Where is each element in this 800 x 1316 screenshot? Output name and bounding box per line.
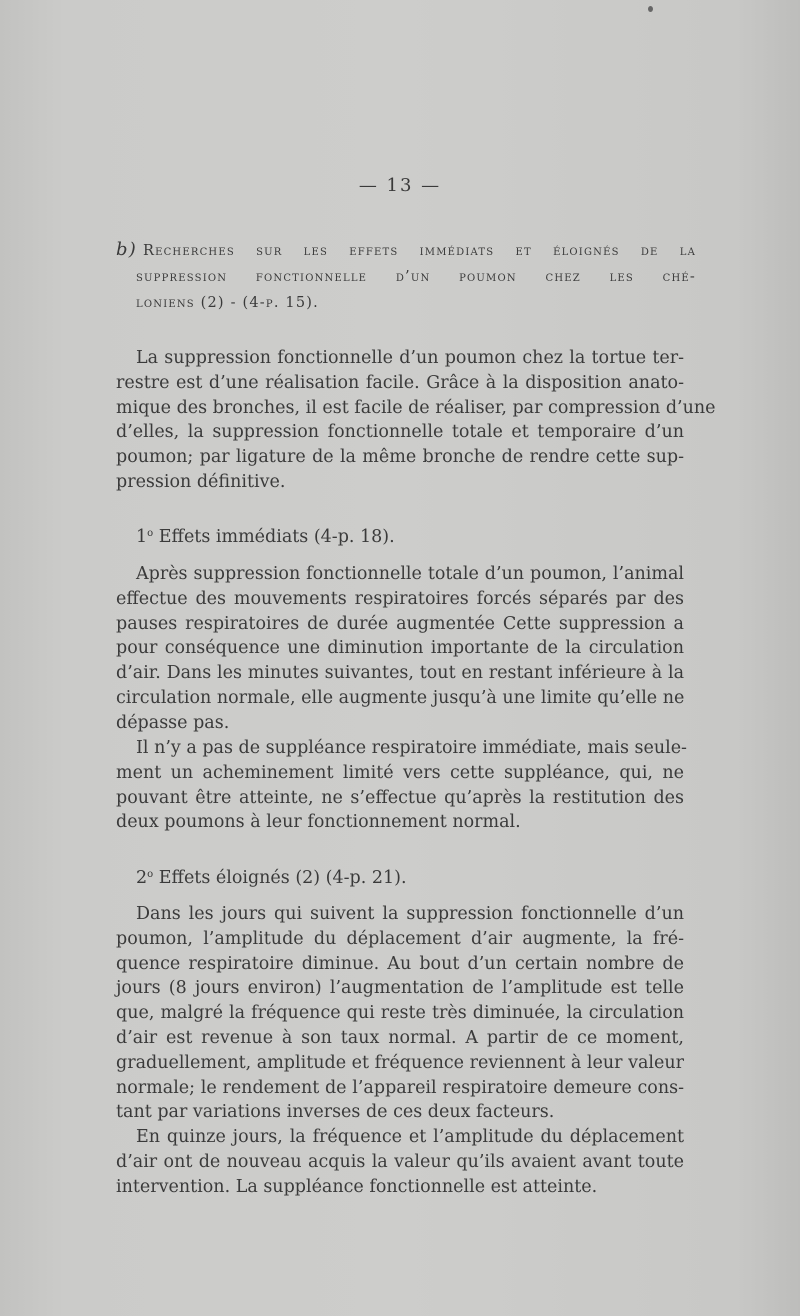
- text-line: pression définitive.: [116, 471, 286, 492]
- text-line: dépasse pas.: [116, 712, 230, 733]
- text-line: d’air. Dans les minutes suivantes, tout en restant inférieure à la: [116, 663, 684, 684]
- section-2-paragraph-2: [116, 1125, 684, 1199]
- section-heading: [116, 237, 696, 316]
- text-line: intervention. La suppléance fonctionnelle est atteinte.: [116, 1176, 598, 1197]
- text-line: d’air ont de nouveau acquis la valeur qu’ils avaient avant toute: [116, 1151, 684, 1172]
- text-line: poumon; par ligature de la même bronche de rendre cette sup-: [116, 447, 684, 468]
- text-line: graduellement, amplitude et fréquence reviennent à leur valeur: [116, 1052, 684, 1073]
- text-line: En quinze jours, la fréquence et l’amplitude du déplacement: [136, 1127, 684, 1147]
- text-line: poumon, l’amplitude du déplacement d’air augmente, la fré-: [116, 928, 684, 949]
- text-line: d’air est revenue à son taux normal. A partir de ce moment,: [116, 1027, 684, 1048]
- page-number: — 13 —: [358, 175, 442, 196]
- text-line: pour conséquence une diminution importante de la circulation: [116, 638, 684, 659]
- text-line: tant par variations inverses de ces deux facteurs.: [116, 1102, 555, 1123]
- text-line: d’elles, la suppression fonctionnelle totale et temporaire d’un: [116, 422, 684, 443]
- text-line: circulation normale, elle augmente jusqu’à une limite qu’elle ne: [116, 687, 685, 708]
- text-line: La suppression fonctionnelle d’un poumon chez la tortue ter-: [136, 348, 684, 368]
- text-line: deux poumons à leur fonctionnement normal.: [116, 812, 521, 833]
- ink-speck: [648, 6, 653, 12]
- text-line: mique des bronches, il est facile de réaliser, par compression d’une: [116, 397, 716, 418]
- text-line: normale; le rendement de l’appareil respiratoire demeure cons-: [116, 1077, 684, 1098]
- text-line: que, malgré la fréquence qui reste très diminuée, la circulation: [116, 1003, 684, 1024]
- text-line: ment un acheminement limité vers cette suppléance, qui, ne: [116, 762, 684, 783]
- section-1-paragraph-2: [116, 736, 687, 835]
- text-line: pouvant être atteinte, ne s’effectue qu’après la restitution des: [116, 787, 684, 808]
- text-line: Dans les jours qui suivent la suppression fonctionnelle d’un: [136, 904, 684, 924]
- subsection-2-title: 2$^o$ Effets éloignés (2) (4-p. 21).: [136, 868, 407, 888]
- section-1-paragraph-1: [116, 562, 684, 736]
- text-line: pauses respiratoires de durée augmentée Cette suppression a: [116, 613, 684, 634]
- heading-line-1: Recherches sur les effets immédiats et éloignés de la: [142, 243, 696, 259]
- text-line: Il n’y a pas de suppléance respiratoire immédiate, mais seule-: [136, 738, 687, 758]
- intro-paragraph: [116, 346, 716, 495]
- text-line: restre est d’une réalisation facile. Grâce à la disposition anato-: [116, 372, 684, 393]
- subsection-1-title: 1$^o$ Effets immédiats (4-p. 18).: [136, 527, 395, 547]
- text-line: jours (8 jours environ) l’augmentation de l’amplitude est telle: [116, 978, 684, 999]
- text-line: quence respiratoire diminue. Au bout d’un certain nombre de: [116, 953, 684, 974]
- heading-letter: b): [116, 239, 137, 260]
- text-line: effectue des mouvements respiratoires forcés séparés par des: [116, 588, 684, 609]
- section-2-paragraph-1: [116, 902, 684, 1125]
- heading-line-2: suppression fonctionnelle d’un poumon chez les ché-: [136, 269, 696, 285]
- text-line: Après suppression fonctionnelle totale d’un poumon, l’animal: [136, 564, 684, 584]
- heading-line-3: loniens (2) - (4-p. 15).: [136, 295, 319, 311]
